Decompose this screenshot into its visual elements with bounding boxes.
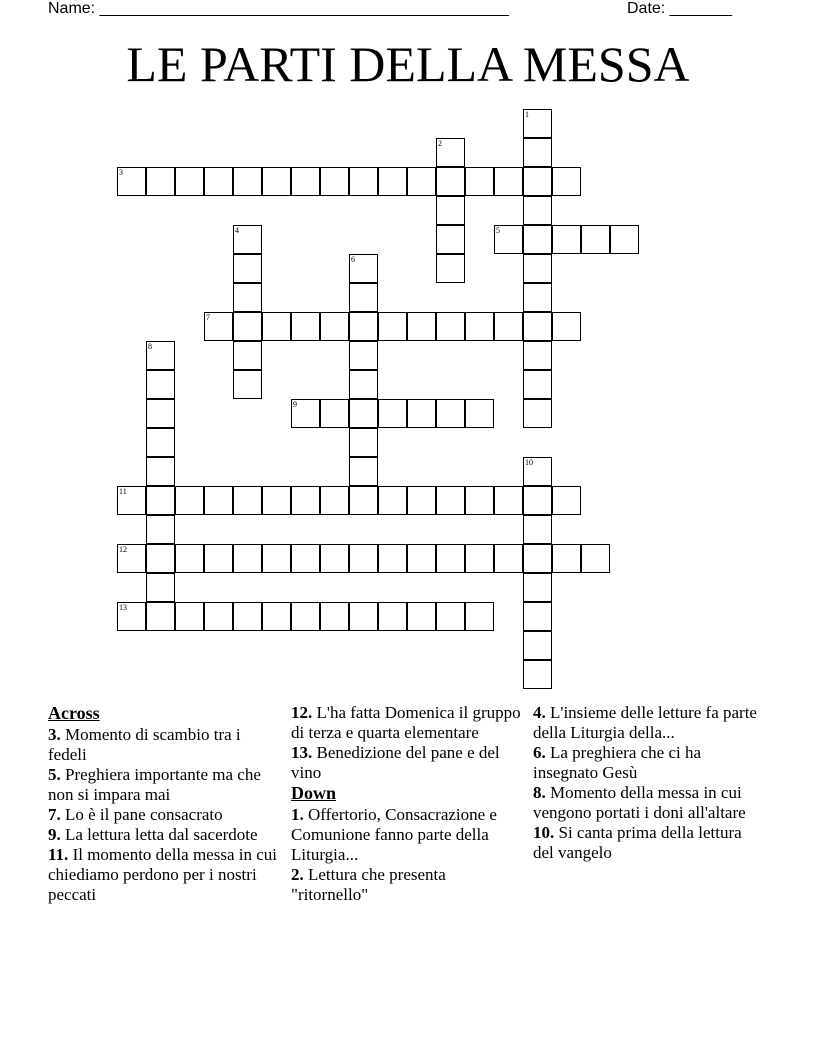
- grid-cell[interactable]: [349, 428, 378, 457]
- clue-down-6: 6. La preghiera che ci ha insegnato Gesù: [533, 743, 702, 782]
- grid-cell[interactable]: [349, 312, 378, 341]
- grid-cell[interactable]: [552, 312, 581, 341]
- grid-cell[interactable]: [146, 341, 175, 370]
- grid-cell[interactable]: [523, 196, 552, 225]
- grid-cell[interactable]: [407, 399, 436, 428]
- grid-cell[interactable]: [291, 602, 320, 631]
- grid-cell[interactable]: [349, 341, 378, 370]
- down-heading: Down: [291, 783, 337, 803]
- clue-down-8: 8. Momento della messa in cui vengono portati i doni all'altare: [533, 783, 746, 822]
- clue-across-9: 9. La lettura letta dal sacerdote: [48, 825, 258, 844]
- grid-cell[interactable]: [378, 312, 407, 341]
- grid-cell[interactable]: [349, 370, 378, 399]
- grid-cell[interactable]: [349, 457, 378, 486]
- grid-cell[interactable]: [436, 254, 465, 283]
- grid-cell[interactable]: [523, 283, 552, 312]
- grid-cell[interactable]: [436, 167, 465, 196]
- grid-cell[interactable]: [320, 544, 349, 573]
- grid-cell[interactable]: [494, 486, 523, 515]
- grid-cell[interactable]: [233, 254, 262, 283]
- grid-cell[interactable]: [523, 515, 552, 544]
- grid-cell[interactable]: [233, 544, 262, 573]
- grid-cell[interactable]: [407, 486, 436, 515]
- grid-cell[interactable]: [291, 544, 320, 573]
- clues-column-1: [48, 703, 280, 905]
- cell-number: 4: [235, 226, 239, 235]
- grid-cell[interactable]: [378, 544, 407, 573]
- grid-cell[interactable]: [523, 341, 552, 370]
- grid-cell[interactable]: [494, 167, 523, 196]
- grid-cell[interactable]: [523, 631, 552, 660]
- grid-cell[interactable]: [117, 602, 146, 631]
- grid-cell[interactable]: [378, 486, 407, 515]
- clue-down-2: 2. Lettura che presenta "ritornello": [291, 865, 446, 904]
- grid-cell[interactable]: [436, 312, 465, 341]
- grid-cell[interactable]: [407, 167, 436, 196]
- grid-cell[interactable]: [233, 283, 262, 312]
- grid-cell[interactable]: [175, 602, 204, 631]
- grid-cell[interactable]: [320, 399, 349, 428]
- grid-cell[interactable]: [117, 544, 146, 573]
- grid-cell[interactable]: [523, 573, 552, 602]
- across-heading: Across: [48, 703, 100, 723]
- grid-cell[interactable]: [262, 544, 291, 573]
- grid-cell[interactable]: [233, 225, 262, 254]
- grid-cell[interactable]: [349, 254, 378, 283]
- grid-cell[interactable]: [552, 225, 581, 254]
- grid-cell[interactable]: [233, 602, 262, 631]
- grid-cell[interactable]: [146, 544, 175, 573]
- grid-cell[interactable]: [407, 544, 436, 573]
- grid-cell[interactable]: [320, 602, 349, 631]
- grid-cell[interactable]: [494, 225, 523, 254]
- grid-cell[interactable]: [175, 167, 204, 196]
- cell-number: 9: [293, 400, 297, 409]
- grid-cell[interactable]: [465, 399, 494, 428]
- puzzle-title: LE PARTI DELLA MESSA: [126, 36, 690, 92]
- grid-cell[interactable]: [320, 486, 349, 515]
- grid-cell[interactable]: [349, 399, 378, 428]
- grid-cell[interactable]: [146, 167, 175, 196]
- grid-cell[interactable]: [523, 544, 552, 573]
- grid-cell[interactable]: [581, 225, 610, 254]
- clue-across-12: 12. L'ha fatta Domenica il gruppo di terza e quarta elementare: [291, 703, 521, 742]
- clue-across-13: 13. Benedizione del pane e del vino: [291, 743, 500, 782]
- cell-number: 7: [206, 313, 210, 322]
- grid-cell[interactable]: [262, 602, 291, 631]
- grid-cell[interactable]: [117, 167, 146, 196]
- grid-cell[interactable]: [494, 312, 523, 341]
- grid-cell[interactable]: [233, 341, 262, 370]
- grid-cell[interactable]: [378, 399, 407, 428]
- grid-cell[interactable]: [523, 167, 552, 196]
- grid-cell[interactable]: [523, 254, 552, 283]
- grid-cell[interactable]: [175, 486, 204, 515]
- cell-number: 6: [351, 255, 355, 264]
- grid-cell[interactable]: [233, 486, 262, 515]
- grid-cell[interactable]: [436, 138, 465, 167]
- grid-cell[interactable]: [262, 486, 291, 515]
- grid-cell[interactable]: [117, 486, 146, 515]
- grid-cell[interactable]: [349, 602, 378, 631]
- grid-cell[interactable]: [465, 167, 494, 196]
- name-field-label[interactable]: Name: ______________________________________________: [48, 0, 509, 17]
- cell-number: 5: [496, 226, 500, 235]
- cell-number: 1: [525, 110, 529, 119]
- clues-column-3: [533, 703, 763, 863]
- grid-cell[interactable]: [523, 109, 552, 138]
- cell-number: 12: [119, 545, 127, 554]
- grid-cell[interactable]: [552, 544, 581, 573]
- grid-cell[interactable]: [436, 486, 465, 515]
- grid-cell[interactable]: [523, 486, 552, 515]
- grid-cell[interactable]: [349, 167, 378, 196]
- cell-number: 8: [148, 342, 152, 351]
- grid-cell[interactable]: [175, 544, 204, 573]
- grid-cell[interactable]: [349, 544, 378, 573]
- cell-number: 13: [119, 603, 127, 612]
- grid-cell[interactable]: [146, 428, 175, 457]
- clue-down-10: 10. Si canta prima della lettura del vangelo: [533, 823, 742, 862]
- grid-cell[interactable]: [204, 602, 233, 631]
- clues-column-2: [291, 703, 523, 905]
- grid-cell[interactable]: [552, 486, 581, 515]
- grid-cell[interactable]: [146, 515, 175, 544]
- grid-cell[interactable]: [291, 399, 320, 428]
- grid-cell[interactable]: [204, 312, 233, 341]
- grid-cell[interactable]: [146, 602, 175, 631]
- cell-number: 3: [119, 168, 123, 177]
- grid-cell[interactable]: [523, 660, 552, 689]
- grid-cell[interactable]: [552, 167, 581, 196]
- grid-cell[interactable]: [146, 486, 175, 515]
- grid-cell[interactable]: [523, 602, 552, 631]
- grid-cell[interactable]: [407, 602, 436, 631]
- grid-cell[interactable]: [204, 486, 233, 515]
- clue-down-4: 4. L'insieme delle letture fa parte della Liturgia della...: [533, 703, 757, 742]
- cell-number: 10: [525, 458, 533, 467]
- clue-down-1: 1. Offertorio, Consacrazione e Comunione fanno parte della Liturgia...: [291, 805, 497, 864]
- grid-cell[interactable]: [523, 399, 552, 428]
- grid-cell[interactable]: [581, 544, 610, 573]
- grid-cell[interactable]: [291, 486, 320, 515]
- grid-cell[interactable]: [204, 167, 233, 196]
- grid-cell[interactable]: [407, 312, 436, 341]
- grid-cell[interactable]: [465, 544, 494, 573]
- grid-cell[interactable]: [436, 196, 465, 225]
- grid-cell[interactable]: [436, 602, 465, 631]
- grid-cell[interactable]: [436, 544, 465, 573]
- date-field-label[interactable]: Date: _______: [627, 0, 732, 17]
- grid-cell[interactable]: [465, 486, 494, 515]
- grid-cell[interactable]: [233, 370, 262, 399]
- grid-cell[interactable]: [146, 457, 175, 486]
- grid-cell[interactable]: [262, 167, 291, 196]
- cell-number: 2: [438, 139, 442, 148]
- grid-cell[interactable]: [291, 167, 320, 196]
- grid-cell[interactable]: [349, 283, 378, 312]
- grid-cell[interactable]: [465, 602, 494, 631]
- grid-cell[interactable]: [610, 225, 639, 254]
- grid-cell[interactable]: [146, 573, 175, 602]
- grid-cell[interactable]: [262, 312, 291, 341]
- grid-cell[interactable]: [523, 370, 552, 399]
- grid-cell[interactable]: [465, 312, 494, 341]
- grid-cell[interactable]: [523, 312, 552, 341]
- grid-cell[interactable]: [494, 544, 523, 573]
- grid-cell[interactable]: [378, 602, 407, 631]
- grid-cell[interactable]: [436, 399, 465, 428]
- clue-across-3: 3. Momento di scambio tra i fedeli: [48, 725, 241, 764]
- grid-cell[interactable]: [349, 486, 378, 515]
- grid-cell[interactable]: [523, 138, 552, 167]
- grid-cell[interactable]: [146, 370, 175, 399]
- grid-cell[interactable]: [378, 167, 407, 196]
- grid-cell[interactable]: [320, 312, 349, 341]
- clue-across-7: 7. Lo è il pane consacrato: [48, 805, 223, 824]
- clue-across-11: 11. Il momento della messa in cui chiediamo perdono per i nostri peccati: [48, 845, 277, 904]
- grid-cell[interactable]: [233, 167, 262, 196]
- grid-cell[interactable]: [320, 167, 349, 196]
- grid-cell[interactable]: [204, 544, 233, 573]
- cell-number: 11: [119, 487, 127, 496]
- grid-cell[interactable]: [146, 399, 175, 428]
- grid-cell[interactable]: [291, 312, 320, 341]
- clue-across-5: 5. Preghiera importante ma che non si impara mai: [48, 765, 261, 804]
- grid-cell[interactable]: [436, 225, 465, 254]
- grid-cell[interactable]: [233, 312, 262, 341]
- grid-cell[interactable]: [523, 457, 552, 486]
- grid-cell[interactable]: [523, 225, 552, 254]
